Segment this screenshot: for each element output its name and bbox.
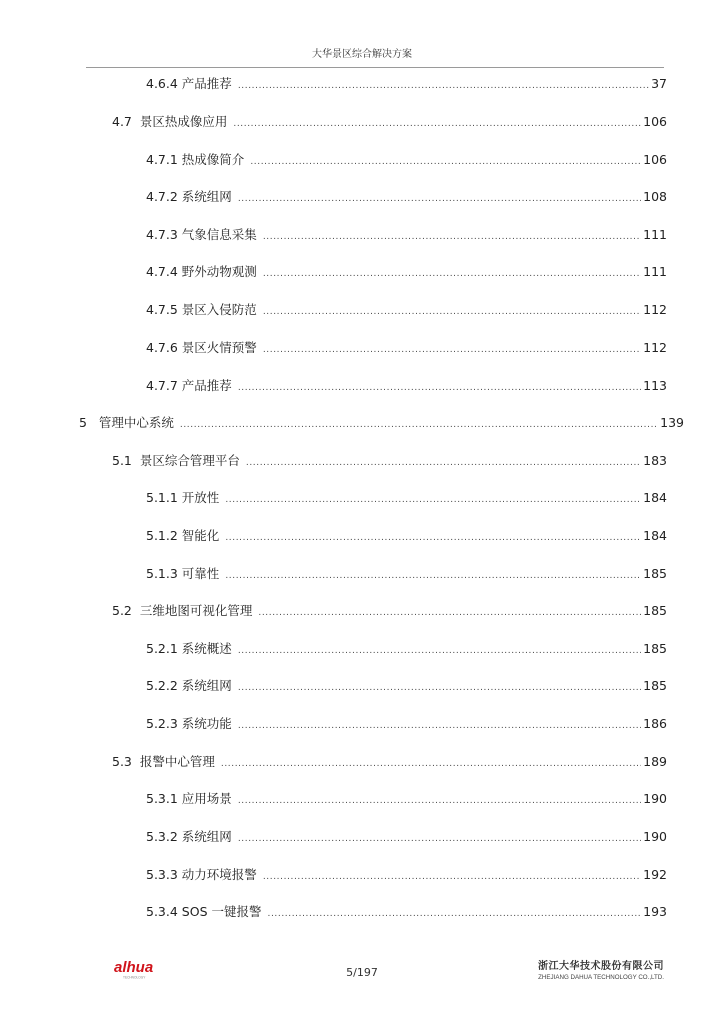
toc-entry-page: 113 xyxy=(643,378,667,393)
toc-leader-dots xyxy=(246,455,641,471)
toc-entry-title: 管理中心系统 xyxy=(98,415,174,430)
company-name-block xyxy=(532,957,664,981)
toc-entry-title: 动力环境报警 xyxy=(181,867,257,882)
toc-entry-number: 5.2 xyxy=(112,603,132,618)
toc-entry-title: 应用场景 xyxy=(181,791,232,806)
toc-entry[interactable] xyxy=(146,829,667,847)
logo-subtext: TECHNOLOGY xyxy=(123,975,146,980)
toc-leader-dots xyxy=(250,154,641,170)
toc-entry-title: 系统概述 xyxy=(181,641,232,656)
toc-entry-title: 系统功能 xyxy=(181,716,232,731)
toc-leader-dots xyxy=(238,793,641,809)
toc-entry[interactable] xyxy=(146,302,667,320)
toc-entry-title: 系统组网 xyxy=(181,829,232,844)
toc-entry[interactable] xyxy=(146,791,667,809)
toc-entry-page: 139 xyxy=(660,415,684,430)
toc-entry-number: 5.2.3 xyxy=(146,716,178,731)
toc-entry-title: 热成像简介 xyxy=(181,152,245,167)
toc-entry-page: 106 xyxy=(643,152,667,167)
toc-leader-dots xyxy=(267,906,641,922)
company-name-en: ZHEJIANG DAHUA TECHNOLOGY CO.,LTD. xyxy=(538,974,664,981)
toc-entry-page: 112 xyxy=(643,340,667,355)
page-header-title: 大华景区综合解决方案 xyxy=(312,49,412,60)
toc-leader-dots xyxy=(225,530,641,546)
toc-entry-number: 4.7.5 xyxy=(146,302,178,317)
toc-entry-page: 185 xyxy=(643,566,667,581)
toc-leader-dots xyxy=(263,229,641,245)
toc-entry-page: 190 xyxy=(643,829,667,844)
toc-entry-number: 5.1.1 xyxy=(146,490,178,505)
toc-entry-page: 185 xyxy=(643,641,667,656)
page-number: 5/197 xyxy=(346,966,378,979)
toc-entry[interactable] xyxy=(146,264,667,282)
toc-entry[interactable] xyxy=(146,490,667,508)
toc-entry-number: 5 xyxy=(79,415,87,430)
toc-entry-title: 开放性 xyxy=(181,490,220,505)
toc-entry-title: 产品推荐 xyxy=(181,76,232,91)
toc-entry-title: 可靠性 xyxy=(181,566,220,581)
company-name-cn: 浙江大华技术股份有限公司 xyxy=(538,961,664,972)
toc-leader-dots xyxy=(263,342,641,358)
toc-entry-page: 186 xyxy=(643,716,667,731)
toc-leader-dots xyxy=(238,831,641,847)
toc-leader-dots xyxy=(263,304,641,320)
toc-leader-dots xyxy=(238,680,641,696)
toc-entry[interactable] xyxy=(146,152,667,170)
toc-leader-dots xyxy=(238,78,649,94)
toc-entry-number: 4.7.6 xyxy=(146,340,178,355)
toc-entry[interactable] xyxy=(146,227,667,245)
toc-entry-number: 4.7.7 xyxy=(146,378,178,393)
toc-entry-title: 野外动物观测 xyxy=(181,264,257,279)
toc-entry-number: 4.7.4 xyxy=(146,264,178,279)
toc-entry-number: 5.1.2 xyxy=(146,528,178,543)
toc-entry[interactable] xyxy=(146,340,667,358)
toc-leader-dots xyxy=(221,756,641,772)
header-divider xyxy=(86,67,664,68)
toc-leader-dots xyxy=(225,492,641,508)
toc-entry-title: 产品推荐 xyxy=(181,378,232,393)
toc-entry-number: 5.1 xyxy=(112,453,132,468)
toc-entry-title: 景区热成像应用 xyxy=(139,114,228,129)
toc-entry-number: 4.7.1 xyxy=(146,152,178,167)
toc-leader-dots xyxy=(238,643,641,659)
toc-entry-page: 190 xyxy=(643,791,667,806)
toc-entry[interactable] xyxy=(112,453,667,471)
toc-entry-page: 193 xyxy=(643,904,667,919)
toc-entry-page: 185 xyxy=(643,603,667,618)
toc-entry-title: 系统组网 xyxy=(181,678,232,693)
toc-entry-title: 报警中心管理 xyxy=(139,754,215,769)
toc-entry-number: 5.3.2 xyxy=(146,829,178,844)
toc-entry[interactable] xyxy=(146,867,667,885)
toc-entry[interactable] xyxy=(112,603,667,621)
toc-entry-page: 185 xyxy=(643,678,667,693)
toc-leader-dots xyxy=(258,605,641,621)
toc-entry-page: 108 xyxy=(643,189,667,204)
toc-entry[interactable] xyxy=(146,904,667,922)
toc-leader-dots xyxy=(180,417,658,433)
toc-leader-dots xyxy=(233,116,641,132)
toc-entry[interactable] xyxy=(146,566,667,584)
toc-leader-dots xyxy=(263,869,641,885)
toc-entry-number: 5.2.2 xyxy=(146,678,178,693)
toc-entry[interactable] xyxy=(112,114,667,132)
toc-leader-dots xyxy=(225,568,641,584)
toc-entry-number: 5.3 xyxy=(112,754,132,769)
toc-entry[interactable] xyxy=(146,189,667,207)
toc-leader-dots xyxy=(238,718,641,734)
toc-entry-number: 4.7 xyxy=(112,114,132,129)
toc-entry-page: 192 xyxy=(643,867,667,882)
toc-entry-number: 4.7.2 xyxy=(146,189,178,204)
toc-entry-number: 4.6.4 xyxy=(146,76,178,91)
toc-entry-title: 景区综合管理平台 xyxy=(139,453,240,468)
toc-entry-title: 景区火情预警 xyxy=(181,340,257,355)
toc-entry-number: 5.2.1 xyxy=(146,641,178,656)
toc-leader-dots xyxy=(238,380,641,396)
toc-leader-dots xyxy=(263,266,641,282)
toc-entry-title: 气象信息采集 xyxy=(181,227,257,242)
toc-entry-title: 智能化 xyxy=(181,528,220,543)
toc-entry-page: 184 xyxy=(643,528,667,543)
toc-entry-number: 5.3.1 xyxy=(146,791,178,806)
toc-entry[interactable] xyxy=(146,528,667,546)
toc-entry-number: 5.3.3 xyxy=(146,867,178,882)
toc-entry-title: 景区入侵防范 xyxy=(181,302,257,317)
toc-entry-number: 5.3.4 xyxy=(146,904,178,919)
toc-entry-page: 111 xyxy=(643,227,667,242)
toc-entry[interactable] xyxy=(112,754,667,772)
toc-entry[interactable] xyxy=(146,678,667,696)
toc-entry-title: 三维地图可视化管理 xyxy=(139,603,253,618)
toc-entry-page: 189 xyxy=(643,754,667,769)
toc-entry[interactable] xyxy=(146,716,667,734)
toc-entry-page: 112 xyxy=(643,302,667,317)
toc-entry-page: 184 xyxy=(643,490,667,505)
toc-entry[interactable] xyxy=(79,415,684,433)
toc-entry-title: 系统组网 xyxy=(181,189,232,204)
toc-entry-page: 111 xyxy=(643,264,667,279)
toc-entry[interactable] xyxy=(146,76,667,94)
toc-entry-page: 183 xyxy=(643,453,667,468)
logo-wordmark: alhua xyxy=(114,959,154,976)
toc-entry-number: 5.1.3 xyxy=(146,566,178,581)
toc-entry-number: 4.7.3 xyxy=(146,227,178,242)
toc-entry-page: 106 xyxy=(643,114,667,129)
toc-entry-title: SOS 一键报警 xyxy=(181,904,262,919)
toc-leader-dots xyxy=(238,191,641,207)
toc-entry[interactable] xyxy=(146,378,667,396)
toc-entry[interactable] xyxy=(146,641,667,659)
toc-entry-page: 37 xyxy=(651,76,667,91)
